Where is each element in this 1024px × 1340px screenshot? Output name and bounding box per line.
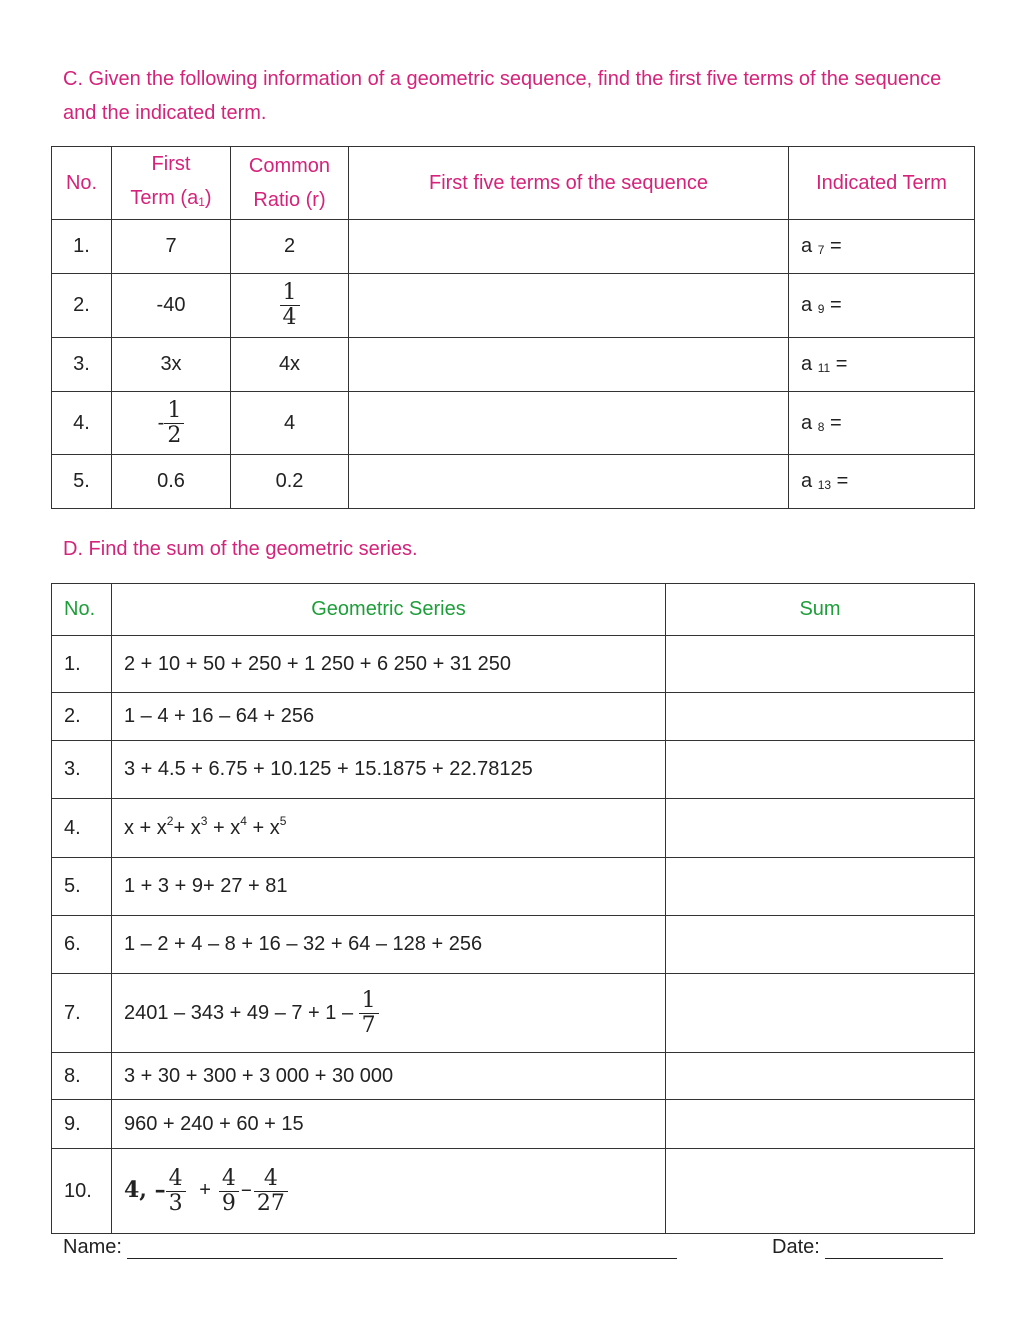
series-table xyxy=(51,583,975,1234)
table-row xyxy=(52,1149,975,1234)
header-no: No. xyxy=(52,147,112,220)
indicated-term[interactable]: a 9 = xyxy=(789,274,975,338)
series-table-header xyxy=(52,584,975,636)
row-number: 1. xyxy=(52,636,112,693)
table-row xyxy=(52,338,975,392)
date-line[interactable] xyxy=(825,1236,943,1259)
date-field: Date: xyxy=(772,1236,943,1259)
table-row xyxy=(52,274,975,338)
header-no: No. xyxy=(52,584,112,636)
row-number: 10. xyxy=(52,1149,112,1234)
common-ratio: 4x xyxy=(231,338,349,392)
table-row xyxy=(52,916,975,974)
table-row xyxy=(52,858,975,916)
ratio-fraction: $\frac{1}{4}$ xyxy=(280,281,300,330)
header-sum: Sum xyxy=(666,584,975,636)
series-fraction: $\frac{1}{7}$ xyxy=(359,989,379,1038)
row-number: 4. xyxy=(52,799,112,858)
series-expression: 2 + 10 + 50 + 250 + 1 250 + 6 250 + 31 250 xyxy=(112,636,666,693)
sum-answer-cell[interactable] xyxy=(666,974,975,1053)
sum-answer-cell[interactable] xyxy=(666,693,975,741)
sum-answer-cell[interactable] xyxy=(666,1053,975,1100)
table-row xyxy=(52,220,975,274)
table-row xyxy=(52,455,975,509)
row-number: 3. xyxy=(52,741,112,799)
series-expression: 4, – $\frac{4}{3}$ + $\frac{4}{9}$ – $\frac{4}{27}$ xyxy=(112,1149,666,1234)
header-geometric-series: Geometric Series xyxy=(112,584,666,636)
first-term: - $\frac{1}{2}$ xyxy=(112,392,231,455)
answer-cell[interactable] xyxy=(349,338,789,392)
common-ratio xyxy=(231,274,349,338)
table-row xyxy=(52,1100,975,1149)
answer-cell[interactable] xyxy=(349,455,789,509)
table-row xyxy=(52,799,975,858)
row-number: 8. xyxy=(52,1053,112,1100)
first-term: -40 xyxy=(112,274,231,338)
row-number: 2. xyxy=(52,693,112,741)
answer-cell[interactable] xyxy=(349,220,789,274)
sum-answer-cell[interactable] xyxy=(666,1149,975,1234)
table-row xyxy=(52,1053,975,1100)
row-number: 5. xyxy=(52,858,112,916)
sum-answer-cell[interactable] xyxy=(666,799,975,858)
answer-cell[interactable] xyxy=(349,274,789,338)
series-expression: 1 – 4 + 16 – 64 + 256 xyxy=(112,693,666,741)
series-expression: 3 + 4.5 + 6.75 + 10.125 + 15.1875 + 22.78125 xyxy=(112,741,666,799)
series-expression: 2401 – 343 + 49 – 7 + 1 – $\frac{1}{7}$ xyxy=(112,974,666,1053)
sequence-table xyxy=(51,146,975,509)
section-d-instruction: D. Find the sum of the geometric series. xyxy=(63,538,418,560)
section-c-instruction: C. Given the following information of a geometric sequence, find the first five terms of the sequence and the indicated term. xyxy=(63,68,942,124)
name-line[interactable] xyxy=(127,1236,677,1259)
first-term: 0.6 xyxy=(112,455,231,509)
series-expression: 960 + 240 + 60 + 15 xyxy=(112,1100,666,1149)
common-ratio: 0.2 xyxy=(231,455,349,509)
row-number: 5. xyxy=(52,455,112,509)
row-number: 2. xyxy=(52,274,112,338)
sum-answer-cell[interactable] xyxy=(666,741,975,799)
indicated-term[interactable]: a 11 = xyxy=(789,338,975,392)
series-fraction-3: $\frac{4}{27}$ xyxy=(254,1167,288,1216)
sum-answer-cell[interactable] xyxy=(666,1100,975,1149)
row-number: 3. xyxy=(52,338,112,392)
row-number: 4. xyxy=(52,392,112,455)
sequence-table-header xyxy=(52,147,975,220)
table-row xyxy=(52,741,975,799)
table-row xyxy=(52,636,975,693)
table-row xyxy=(52,974,975,1053)
row-number: 6. xyxy=(52,916,112,974)
sum-answer-cell[interactable] xyxy=(666,636,975,693)
sum-answer-cell[interactable] xyxy=(666,916,975,974)
header-five-terms: First five terms of the sequence xyxy=(349,147,789,220)
answer-cell[interactable] xyxy=(349,392,789,455)
series-fraction-2: $\frac{4}{9}$ xyxy=(219,1167,239,1216)
name-field: Name: xyxy=(63,1236,677,1259)
indicated-term[interactable]: a 8 = xyxy=(789,392,975,455)
header-first-term: First Term (a1) xyxy=(112,147,231,220)
row-number: 7. xyxy=(52,974,112,1053)
series-expression: 1 + 3 + 9+ 27 + 81 xyxy=(112,858,666,916)
sum-answer-cell[interactable] xyxy=(666,858,975,916)
series-fraction-1: $\frac{4}{3}$ xyxy=(166,1167,186,1216)
table-row xyxy=(52,392,975,455)
common-ratio: 4 xyxy=(231,392,349,455)
series-expression: $x + x^2+ x^3 + x^4 + x^5$ xyxy=(112,799,666,858)
first-term: 7 xyxy=(112,220,231,274)
series-expression: 1 – 2 + 4 – 8 + 16 – 32 + 64 – 128 + 256 xyxy=(112,916,666,974)
common-ratio: 2 xyxy=(231,220,349,274)
indicated-term[interactable]: a 7 = xyxy=(789,220,975,274)
header-common-ratio: Common Ratio (r) xyxy=(231,147,349,220)
first-term: 3x xyxy=(112,338,231,392)
row-number: 9. xyxy=(52,1100,112,1149)
table-row xyxy=(52,693,975,741)
series-expression: 3 + 30 + 300 + 3 000 + 30 000 xyxy=(112,1053,666,1100)
indicated-term[interactable]: a 13 = xyxy=(789,455,975,509)
header-indicated-term: Indicated Term xyxy=(789,147,975,220)
first-term-fraction: $\frac{1}{2}$ xyxy=(164,399,184,448)
row-number: 1. xyxy=(52,220,112,274)
